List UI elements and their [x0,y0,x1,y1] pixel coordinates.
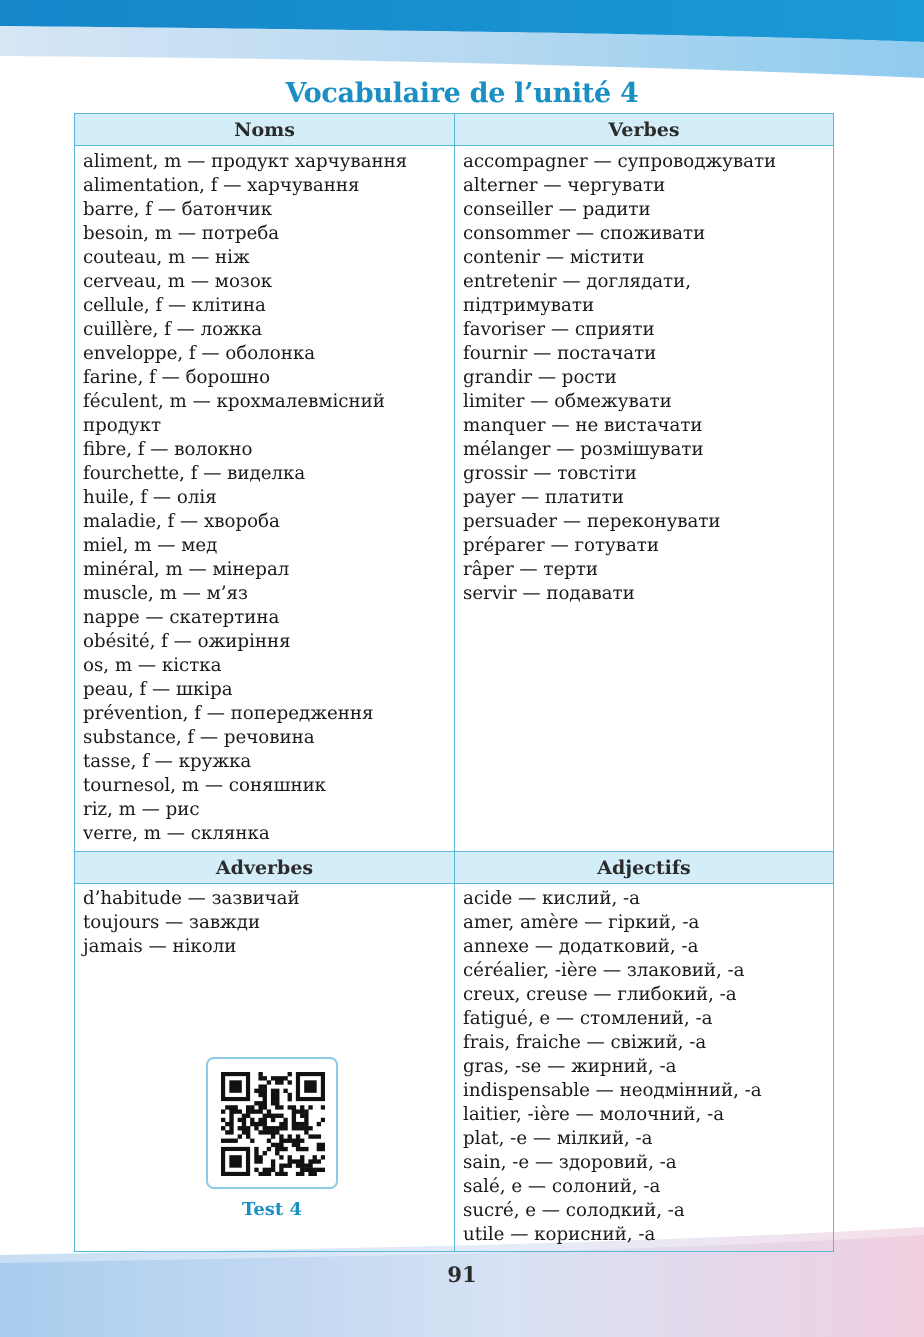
list-item: substance, f — речовина [83,727,315,748]
list-item: indispensable — неодмінний, -а [463,1080,762,1101]
list-item: cuillère, f — ложка [83,319,263,340]
list-item: creux, creuse — глибокий, -а [463,984,737,1005]
list-item: alterner — чергувати [463,175,666,196]
list-item: grossir — товстіти [463,463,637,484]
list-item: verre, m — склянка [83,823,270,844]
list-item: prévention, f — попередження [83,703,374,724]
list-item: salé, e — солоний, -а [463,1176,661,1197]
list-item: gras, -se — жирний, -а [463,1056,677,1077]
page-number: 91 [447,1262,477,1287]
list-item: farine, f — борошно [83,367,271,388]
adverbes-heading: Adverbes [75,852,454,884]
list-item: consommer — споживати [463,223,706,244]
list-item: maladie, f — хвороба [83,511,280,532]
list-item: payer — платити [463,487,624,508]
list-item: céréalier, -ière — злаковий, -а [463,960,745,981]
list-item: râper — терти [463,559,599,580]
vocabulary-table [74,113,834,1252]
list-item: minéral, m — мінерал [83,559,290,580]
verbes-heading: Verbes [455,114,833,146]
list-item: toujours — завжди [83,912,261,933]
adjectifs-list [463,887,762,1247]
list-item: frais, fraiche — свіжий, -а [463,1032,707,1053]
list-item: muscle, m — м’яз [83,583,248,604]
list-item: laitier, -ière — молочний, -а [463,1104,725,1125]
list-item: jamais — ніколи [83,936,237,957]
list-item: підтримувати [463,295,595,316]
list-item: enveloppe, f — оболонка [83,343,316,364]
list-item: fourchette, f — виделка [83,463,306,484]
list-item: barre, f — батончик [83,199,273,220]
list-item: besoin, m — потреба [83,223,280,244]
list-item: alimentation, f — харчування [83,175,360,196]
list-item: cerveau, m — мозок [83,271,273,292]
list-item: d’habitude — зазвичай [83,888,300,909]
list-item: fatigué, e — стомлений, -а [463,1008,713,1029]
list-item: aliment, m — продукт харчування [83,151,408,172]
list-item: féculent, m — крохмалевмісний [83,391,385,412]
list-item: mélanger — розмішувати [463,439,704,460]
list-item: amer, amère — гіркий, -а [463,912,700,933]
column-divider [454,114,455,1251]
list-item: продукт [83,415,162,436]
adverbes-list [83,887,300,959]
list-item: tasse, f — кружка [83,751,252,772]
list-item: accompagner — супроводжувати [463,151,777,172]
list-item: peau, f — шкіра [83,679,233,700]
list-item: miel, m — мед [83,535,218,556]
list-item: entretenir — доглядати, [463,271,692,292]
list-item: grandir — рости [463,367,617,388]
list-item: cellule, f — клітина [83,295,266,316]
list-item: sain, -e — здоровий, -а [463,1152,677,1173]
list-item: contenir — містити [463,247,645,268]
list-item: obésité, f — ожиріння [83,631,291,652]
noms-heading: Noms [75,114,454,146]
list-item: riz, m — рис [83,799,200,820]
list-item: préparer — готувати [463,535,659,556]
list-item: couteau, m — ніж [83,247,250,268]
list-item: conseiller — радити [463,199,651,220]
list-item: favoriser — сприяти [463,319,655,340]
list-item: persuader — переконувати [463,511,721,532]
list-item: limiter — обмежувати [463,391,672,412]
list-item: acide — кислий, -а [463,888,641,909]
list-item: fibre, f — волокно [83,439,253,460]
top-decorative-band [0,0,924,90]
list-item: sucré, e — солодкий, -а [463,1200,685,1221]
list-item: annexe — додатковий, -а [463,936,699,957]
adjectifs-heading: Adjectifs [455,852,833,884]
list-item: huile, f — олія [83,487,217,508]
list-item: utile — корисний, -а [463,1224,656,1245]
list-item: servir — подавати [463,583,635,604]
page-title: Vocabulaire de l’unité 4 [285,78,639,109]
verbes-list [463,150,776,606]
list-item: os, m — кістка [83,655,222,676]
list-item: fournir — постачати [463,343,657,364]
list-item: tournesol, m — соняшник [83,775,327,796]
list-item: manquer — не вистачати [463,415,703,436]
qr-code-card[interactable] [206,1057,338,1189]
qr-code-icon [221,1072,325,1176]
list-item: plat, -e — мілкий, -а [463,1128,653,1149]
test-link[interactable]: Test 4 [241,1199,303,1220]
noms-list [83,150,407,846]
list-item: nappe — скатертина [83,607,280,628]
